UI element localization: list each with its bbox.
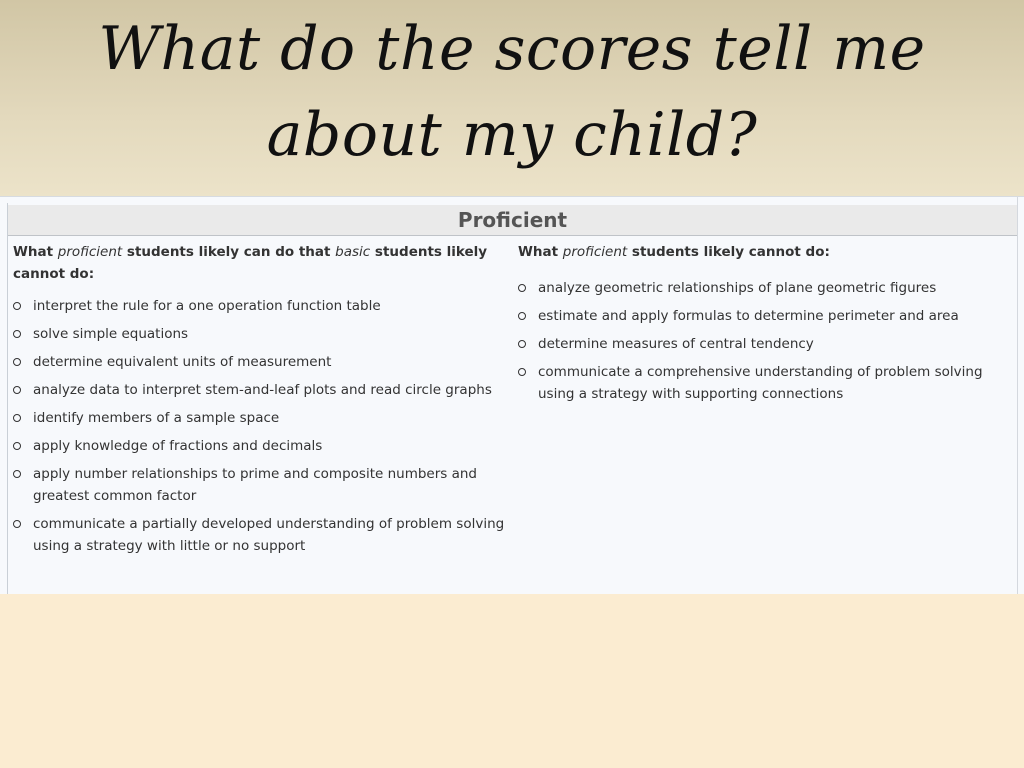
left-heading-text-3: students likely cannot do:: [13, 244, 488, 282]
right-heading-italic-1: proficient: [562, 244, 628, 260]
list-item: [518, 361, 1008, 405]
right-heading-text-1: What: [518, 244, 563, 260]
list-item-text: determine equivalent units of measurement: [33, 354, 332, 370]
right-column-heading: [518, 241, 1008, 263]
circle-bullet-icon: [13, 358, 21, 366]
list-item-text: analyze geometric relationships of plane geometric figures: [538, 280, 937, 296]
circle-bullet-icon: [518, 312, 526, 320]
list-item-text: apply number relationships to prime and composite numbers and greatest common factor: [33, 466, 477, 504]
slide-title: [40, 6, 984, 178]
circle-bullet-icon: [13, 520, 21, 528]
list-item: [13, 295, 505, 317]
list-item: [13, 351, 505, 373]
left-heading-italic-2: basic: [335, 244, 371, 260]
left-heading-text-2: students likely can do that: [122, 244, 336, 260]
circle-bullet-icon: [13, 330, 21, 338]
list-item-text: communicate a partially developed understanding of problem solving using a strategy with little or no support: [33, 516, 505, 554]
list-item: [518, 277, 1008, 299]
list-item: [13, 407, 505, 429]
list-item-text: solve simple equations: [33, 326, 189, 342]
table-left-border: [7, 203, 8, 594]
list-item-text: determine measures of central tendency: [538, 336, 814, 352]
list-item-text: apply knowledge of fractions and decimals: [33, 438, 323, 454]
right-heading-text-2: students likely cannot do:: [627, 244, 830, 260]
slide-title-line-1: What do the scores tell me: [98, 14, 926, 84]
circle-bullet-icon: [518, 368, 526, 376]
circle-bullet-icon: [518, 284, 526, 292]
table-right-border: [1017, 197, 1018, 594]
circle-bullet-icon: [518, 340, 526, 348]
title-band: [0, 0, 1024, 196]
right-column: [518, 241, 1008, 411]
list-item-text: interpret the rule for a one operation function table: [33, 298, 381, 314]
list-item: [13, 435, 505, 457]
left-heading-text-1: What: [13, 244, 58, 260]
list-item: [13, 513, 505, 557]
circle-bullet-icon: [13, 414, 21, 422]
list-item: [518, 333, 1008, 355]
table-header: [8, 205, 1017, 236]
list-item-text: analyze data to interpret stem-and-leaf plots and read circle graphs: [33, 382, 492, 398]
circle-bullet-icon: [13, 386, 21, 394]
list-item-text: identify members of a sample space: [33, 410, 280, 426]
list-item: [13, 463, 505, 507]
circle-bullet-icon: [13, 442, 21, 450]
circle-bullet-icon: [13, 470, 21, 478]
list-item-text: estimate and apply formulas to determine perimeter and area: [538, 308, 959, 324]
list-item: [13, 379, 505, 401]
slide-title-line-2: about my child?: [266, 100, 758, 170]
circle-bullet-icon: [13, 302, 21, 310]
table-header-label: Proficient: [457, 208, 568, 232]
left-column-heading: [13, 241, 505, 285]
proficiency-table: [0, 196, 1024, 594]
list-item: [13, 323, 505, 345]
list-item-text: communicate a comprehensive understanding of problem solving using a strategy with supporting connections: [538, 364, 983, 402]
list-item: [518, 305, 1008, 327]
left-heading-italic-1: proficient: [57, 244, 123, 260]
left-column: [13, 241, 505, 563]
left-item-list: [13, 295, 505, 557]
right-item-list: [518, 277, 1008, 405]
